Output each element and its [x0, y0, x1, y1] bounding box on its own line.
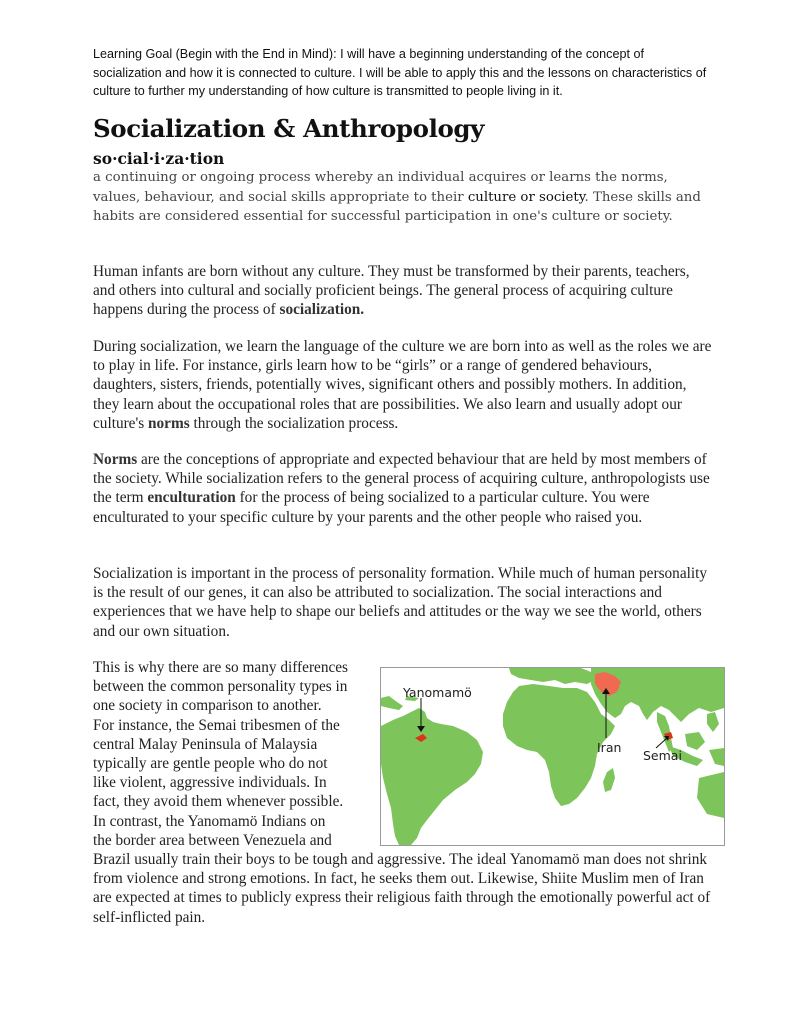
- central-america-shape: [381, 696, 403, 710]
- learning-goal: Learning Goal (Begin with the End in Mind): I will have a beginning understanding of the concept of socialization and how it is connected to culture. I will be able to apply this and the lessons on characteristics of culture to further my understanding of how culture is transmitted to people living in it.: [93, 47, 707, 98]
- wrapped-line: the border area between Venezuela and: [93, 831, 332, 849]
- semai-arrow: [656, 738, 667, 748]
- wrapped-line: like violent, aggressive individuals. In: [93, 774, 327, 792]
- wrapped-line: For instance, the Semai tribesmen of the: [93, 716, 340, 734]
- term-socialization: socialization.: [279, 301, 365, 319]
- australia-shape: [697, 772, 724, 818]
- wrapped-line: typically are gentle people who do not: [93, 755, 328, 773]
- borneo-shape: [685, 732, 705, 750]
- wrapped-line: central Malay Peninsula of Malaysia: [93, 735, 318, 753]
- iran-label: Iran: [597, 740, 622, 755]
- europe-shape: [509, 668, 595, 684]
- wrapped-line: fact, they avoid them whenever possible.: [93, 793, 344, 811]
- malay-peninsula-shape: [657, 712, 673, 752]
- definition-highlight: culture or society: [467, 189, 585, 205]
- paragraph-text: Human infants are born without any culture. They must be transformed by their parents, teachers, and others into cultural and socially proficient beings. The general process of acquiring culture happens during the process of: [93, 263, 690, 319]
- wrapped-line: between the common personality types in: [93, 678, 348, 696]
- paragraph-norms: [93, 450, 713, 527]
- wrapped-line: one society in comparison to another.: [93, 697, 322, 715]
- wrapped-line: This is why there are so many differences: [93, 659, 349, 676]
- definition-text: [93, 168, 703, 227]
- madagascar-shape: [603, 768, 615, 792]
- definition-term: so·cial·i·za·tion: [93, 149, 225, 168]
- paragraph-during-socialization: [93, 337, 713, 433]
- paragraph-text: are the conceptions of appropriate and expected behaviour that are held by most members of the society. While socialization refers to the general process of acquiring culture, anthropologists use the term: [93, 451, 710, 507]
- paragraph-text-end: for the process of being socialized to a particular culture. You were enculturated to your specific culture by your parents and the other people who raised you.: [93, 489, 650, 526]
- paragraph-personality: Socialization is important in the process of personality formation. While much of human personality is the result of our genes, it can also be attributed to socialization. The social interactions and experiences that we have help to shape our beliefs and attitudes or the way we see the world, others and our own situation.: [93, 565, 708, 640]
- definition-part-1: a continuing or ongoing process whereby an individual acquires or learns the norms, values, behaviour, and social skills appropriate to their: [93, 170, 668, 205]
- philippines-shape: [707, 712, 719, 732]
- yanomamo-label: Yanomamö: [403, 685, 472, 700]
- term-enculturation: enculturation: [147, 489, 236, 507]
- term-norms: norms: [148, 414, 190, 432]
- wrapped-line: In contrast, the Yanomamö Indians on: [93, 812, 326, 830]
- paragraph-text: During socialization, we learn the language of the culture we are born into as well as the roles we are to play in life. For instance, girls learn how to be “girls” or a range of gendered behaviours, daughters, sisters, friends, potentially wives, significant others and possibly mothers. In addition, they learn about the occupational roles that are possibilities. We also learn and usually adopt our culture's: [93, 338, 712, 432]
- paragraph-infants: [93, 262, 713, 320]
- definition-part-2: . These skills and habits are considered essential for successful participation in one's culture or society.: [93, 189, 701, 225]
- south-america-shape: [381, 708, 483, 845]
- term-norms-lead: Norms: [93, 451, 138, 468]
- new-guinea-shape: [709, 748, 724, 766]
- paragraph-text-rest: Brazil usually train their boys to be tough and aggressive. The ideal Yanomamö man does not shrink from violence and strong emotions. In fact, he seeks them out. Likewise, Shiite Muslim men of Iran are expected at times to publicly express their religious faith through the emotionally powerful act of self-inflicted pain.: [93, 851, 711, 926]
- world-map-figure: [380, 667, 725, 846]
- semai-label: Semai: [643, 748, 682, 763]
- page-title: Socialization & Anthropology: [93, 114, 484, 143]
- paragraph-text-end: through the socialization process.: [189, 414, 399, 432]
